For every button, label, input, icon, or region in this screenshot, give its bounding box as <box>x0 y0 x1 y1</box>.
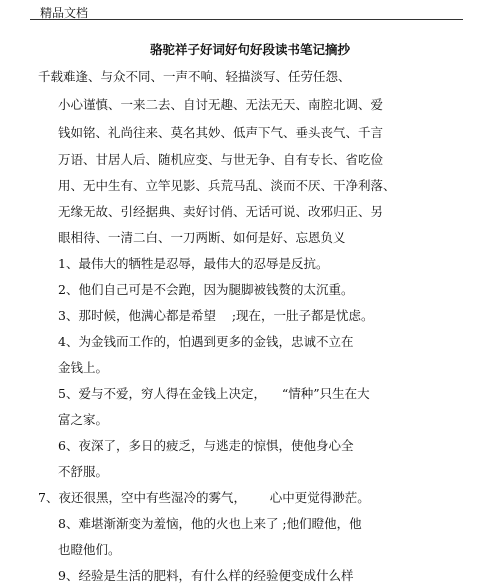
words-line-1: 千载难逢、与众不同、一声不响、轻描淡写、任劳任怨、 <box>38 69 351 84</box>
sentence-line: 2、他们自己可是不会跑，因为腿脚被钱赘的太沉重。 <box>58 282 354 297</box>
words-line-3: 钱如铭、礼尚往来、莫名其妙、低声下气、垂头丧气、千言 <box>58 125 384 140</box>
sentence-line: 1、最伟大的牺牲是忍辱，最伟大的忍辱是反抗。 <box>58 256 329 271</box>
sentence-line: 9、经验是生活的肥料，有什么样的经验便变成什么样 <box>58 568 354 583</box>
words-line-4: 万语、甘居人后、随机应变、与世无争、自有专长、省吃俭 <box>58 152 384 167</box>
words-line-5: 用、无中生有、立竿见影、兵荒马乱、淡而不厌、干净利落、 <box>58 178 396 193</box>
sentence-line: 3、那时候，他满心都是希望 ;现在，一肚子都是忧虑。 <box>58 308 374 323</box>
sentence-line: 富之家。 <box>58 412 109 427</box>
words-line-6: 无缘无故、引经据典、卖好讨俏、无话可说、改邪归正、另 <box>58 204 384 219</box>
sentence-line: 金钱上。 <box>58 360 109 375</box>
words-line-2: 小心谨慎、一来二去、自讨无趣、无法无天、南腔北调、爱 <box>58 97 384 112</box>
sentence-line: 也瞪他们。 <box>58 542 121 557</box>
sentence-line: 6、夜深了，多日的疲乏，与逃走的惊惧，使他身心全 <box>58 438 354 453</box>
sentence-line: 4、为金钱而工作的，怕遇到更多的金钱，忠诚不立在 <box>58 334 354 349</box>
document-title: 骆驼祥子好词好句好段读书笔记摘抄 <box>149 42 350 57</box>
sentence-line: 5、爱与不爱，穷人得在金钱上决定， “情种”只生在大 <box>58 386 370 401</box>
sentence-line: 不舒服。 <box>58 464 109 479</box>
sentence-line: 8、难堪渐渐变为羞恼，他的火也上来了 ;他们瞪他，他 <box>58 516 362 531</box>
sentence-line: 7、夜还很黑，空中有些湿冷的雾气， 心中更觉得渺茫。 <box>38 490 370 505</box>
words-line-7: 眼相待、一清二白、一刀两断、如何是好、忘恩负义 <box>58 230 346 245</box>
header-rule <box>30 19 463 20</box>
header-label: 精品文档 <box>40 6 89 20</box>
